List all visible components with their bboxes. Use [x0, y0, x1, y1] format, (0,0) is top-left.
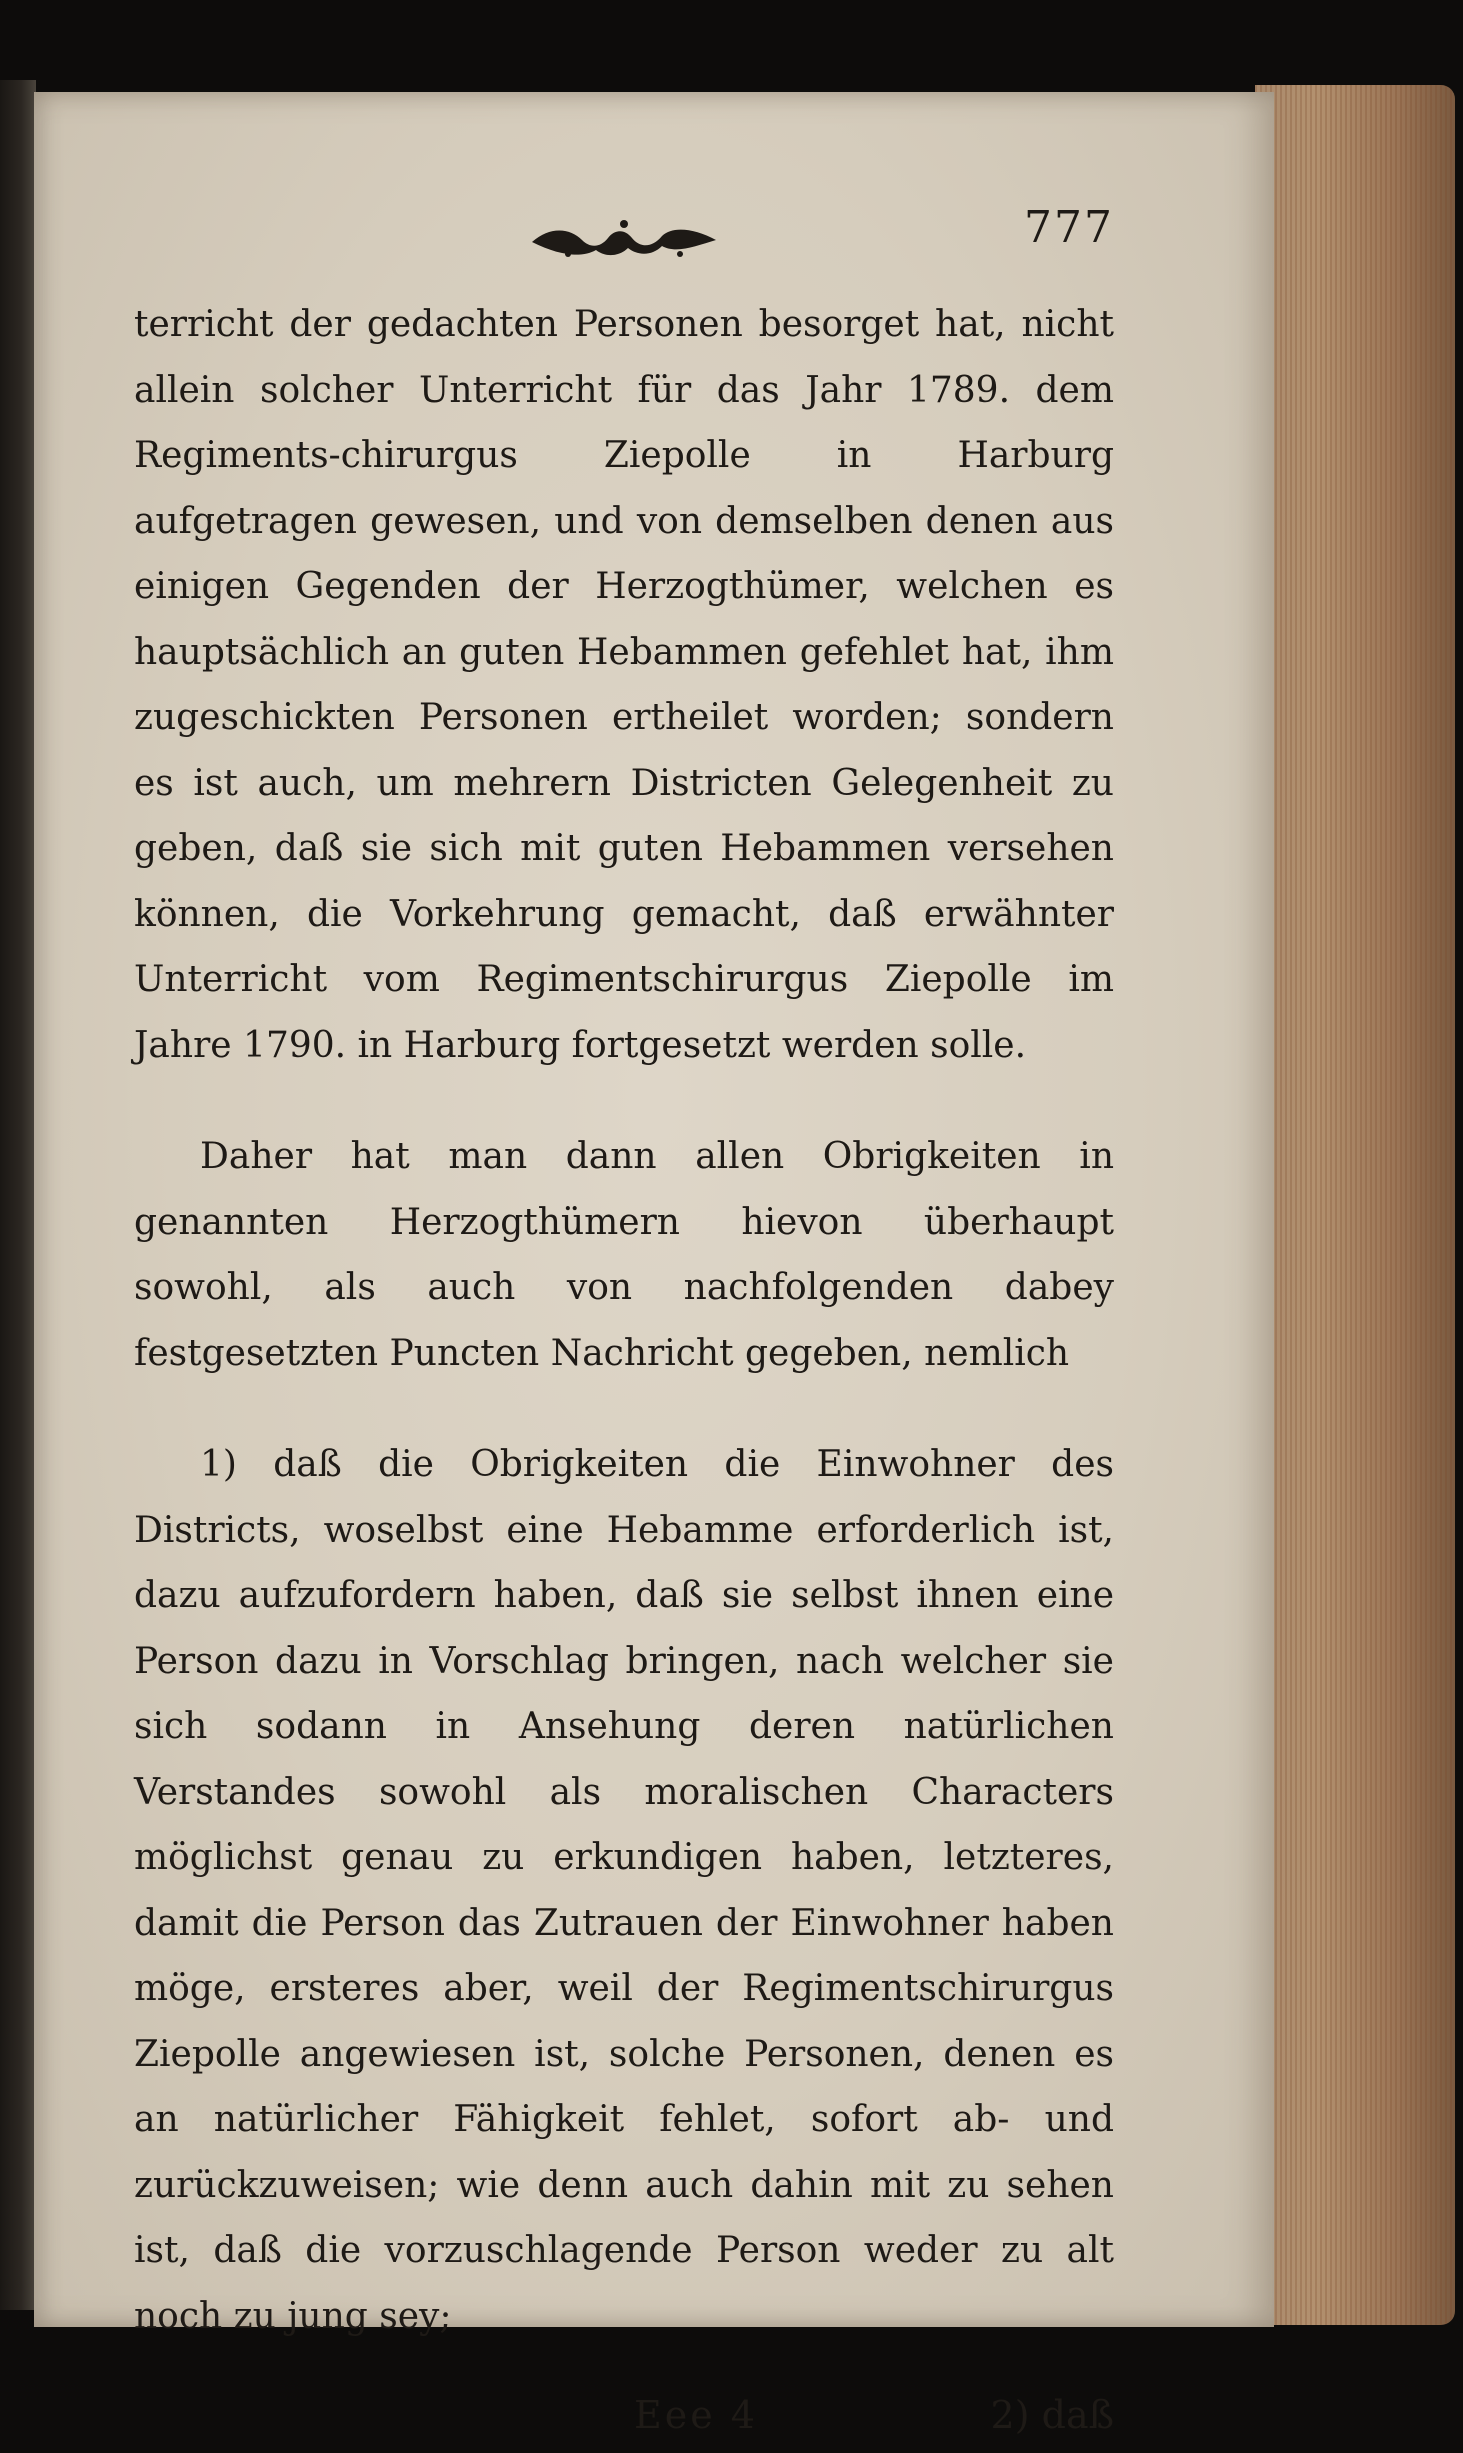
- page-content: [134, 202, 1114, 2453]
- paragraph-2: Daher hat man dann allen Obrigkeiten in genannten Herzogthümern hievon überhaupt sowohl, als auch von nachfolgenden dabey festgesetzten Puncten Nachricht gegeben, nemlich: [134, 1136, 1114, 1374]
- signature-mark: Eee 4: [634, 2393, 758, 2437]
- book-left-edge: [0, 80, 36, 2310]
- paragraph-1: terricht der gedachten Personen besorget hat, nicht allein solcher Unterricht für das Jahr 1789. dem Regiments-chirurgus Ziepolle in Harburg aufgetragen gewesen, und von demselben denen aus einigen Gegenden der Herzogthümer, welchen es hauptsächlich an guten Hebammen gefehlet hat, ihm zugeschickten Personen ertheilet worden; sondern es ist auch, um mehrern Districten Gelegenheit zu geben, daß sie sich mit guten Hebammen versehen können, die Vorkehrung gemacht, daß erwähnter Unterricht vom Regimentschirurgus Ziepolle im Jahre 1790. in Harburg fortgesetzt werden solle.: [134, 304, 1114, 1066]
- paragraph-3: 1) daß die Obrigkeiten die Einwohner des Districts, woselbst eine Hebamme erforderlich ist, dazu aufzufordern haben, daß sie selbst ihnen eine Person dazu in Vorschlag bringen, nach welcher sie sich sodann in Ansehung deren natürlichen Verstandes sowohl als moralischen Characters möglichst genau zu erkundigen haben, letzteres, damit die Person das Zutrauen der Einwohner haben möge, ersteres aber, weil der Regimentschirurgus Ziepolle angewiesen ist, solche Personen, denen es an natürlicher Fähigkeit fehlet, sofort ab- und zurückzuweisen; wie denn auch dahin mit zu sehen ist, daß die vorzuschlagende Person weder zu alt noch zu jung sey;: [134, 1444, 1114, 2337]
- book-page: [34, 92, 1274, 2437]
- catchword: 2) daß: [990, 2393, 1114, 2437]
- decorative-headpiece-icon: [524, 216, 724, 264]
- page-footer: [134, 2393, 1114, 2453]
- book-fore-edge: [1255, 85, 1455, 2325]
- page-number: 777: [1024, 202, 1114, 253]
- page-header: [134, 202, 1114, 292]
